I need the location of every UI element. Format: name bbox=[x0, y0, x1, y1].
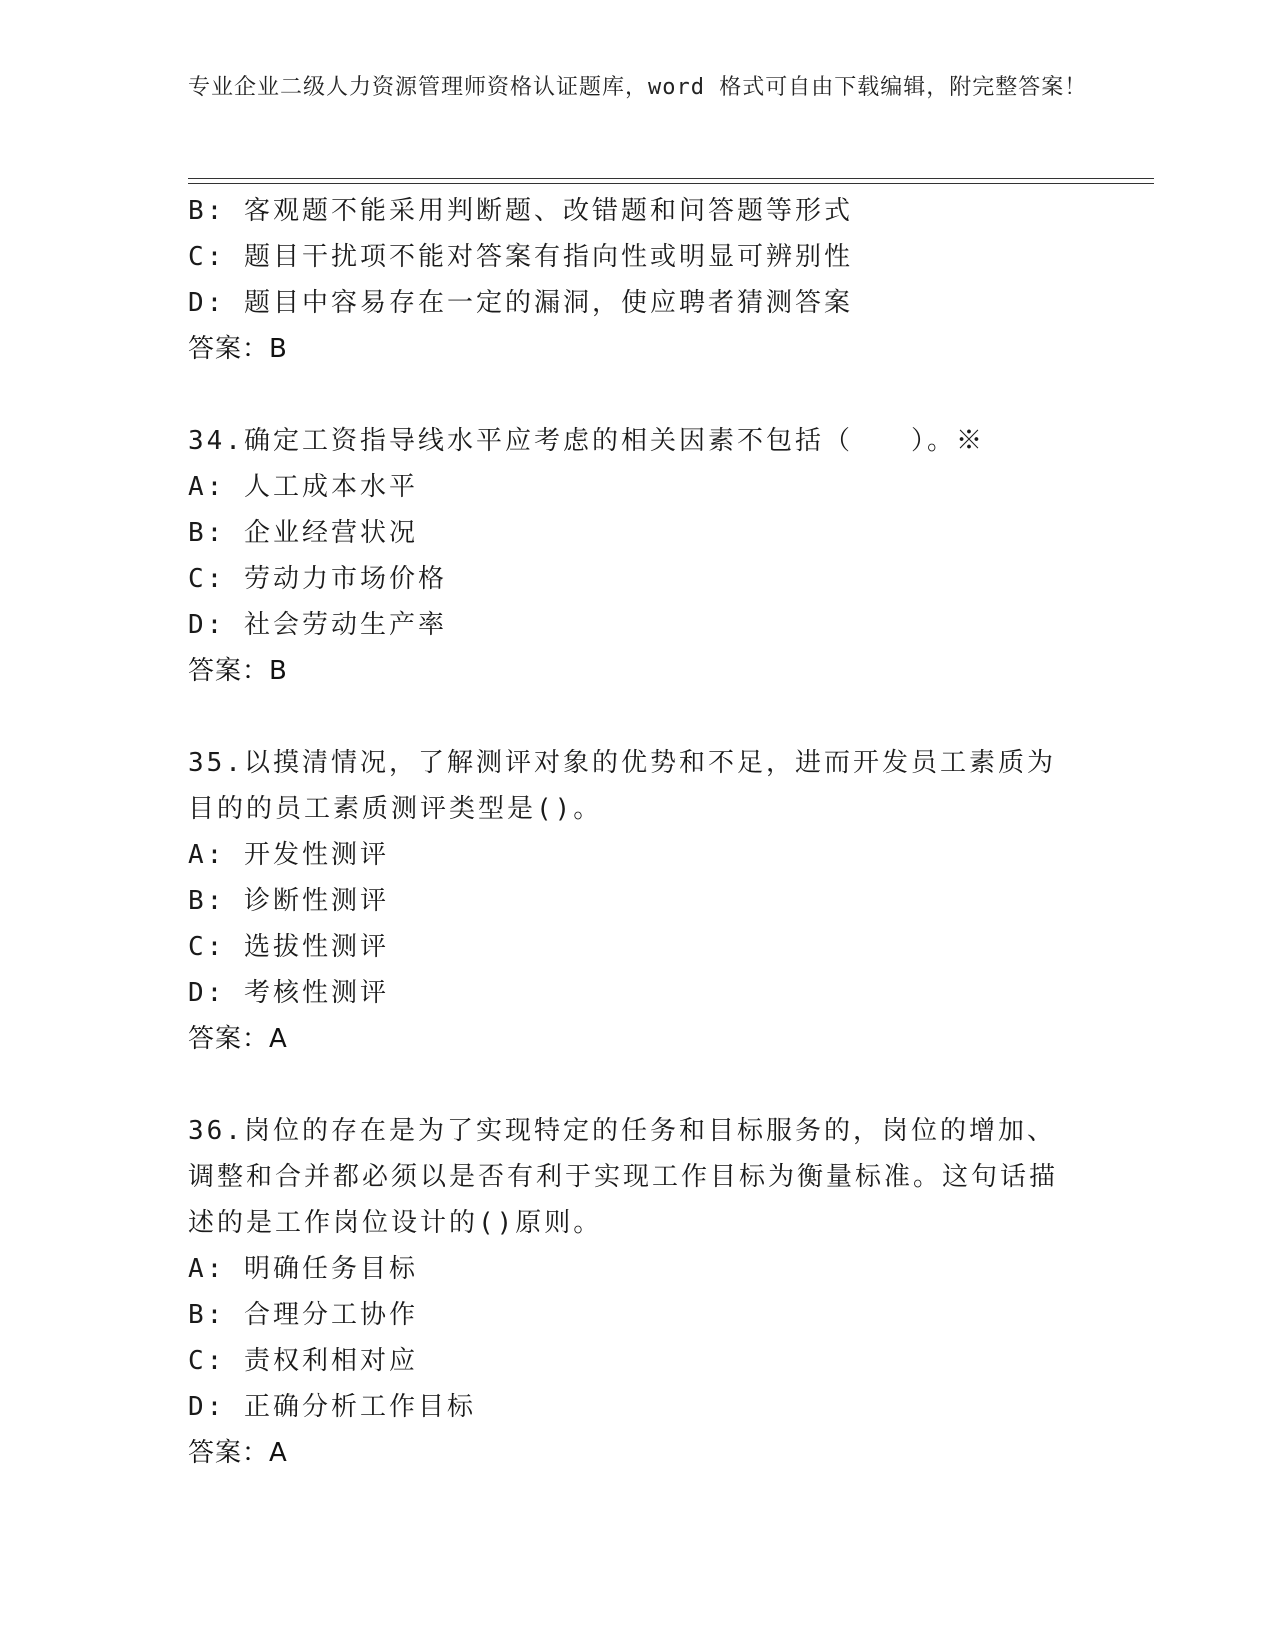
answer-line: 答案：B bbox=[188, 656, 288, 686]
spacer bbox=[188, 372, 1088, 418]
question-34 bbox=[188, 418, 1088, 694]
page-header: 专业企业二级人力资源管理师资格认证题库，word 格式可自由下载编辑，附完整答案！ bbox=[188, 75, 1088, 100]
question-stem: 34.确定工资指导线水平应考虑的相关因素不包括（ ）。※ bbox=[188, 426, 985, 456]
option-d: D: 考核性测评 bbox=[188, 978, 389, 1008]
header-rule-bottom bbox=[188, 183, 1154, 184]
question-35 bbox=[188, 740, 1088, 1062]
option-c: C: 责权利相对应 bbox=[188, 1346, 418, 1376]
option-a: A: 开发性测评 bbox=[188, 840, 389, 870]
question-list bbox=[188, 188, 1088, 1476]
option-a: A: 人工成本水平 bbox=[188, 472, 418, 502]
question-36 bbox=[188, 1108, 1088, 1476]
answer-line: 答案：A bbox=[188, 1024, 288, 1054]
option-b: B: 合理分工协作 bbox=[188, 1300, 418, 1330]
option-c: C: 题目干扰项不能对答案有指向性或明显可辨别性 bbox=[188, 242, 853, 272]
option-d: D: 社会劳动生产率 bbox=[188, 610, 447, 640]
option-c: C: 选拔性测评 bbox=[188, 932, 389, 962]
spacer bbox=[188, 694, 1088, 740]
answer-line: 答案：B bbox=[188, 334, 288, 364]
option-d: D: 题目中容易存在一定的漏洞，使应聘者猜测答案 bbox=[188, 288, 853, 318]
option-d: D: 正确分析工作目标 bbox=[188, 1392, 476, 1422]
question-fragment bbox=[188, 188, 1088, 372]
question-stem: 36.岗位的存在是为了实现特定的任务和目标服务的，岗位的增加、调整和合并都必须以是否有利于实现工作目标为衡量标准。这句话描述的是工作岗位设计的()原则。 bbox=[188, 1116, 1059, 1238]
option-b: B: 客观题不能采用判断题、改错题和问答题等形式 bbox=[188, 196, 853, 226]
option-b: B: 诊断性测评 bbox=[188, 886, 389, 916]
option-a: A: 明确任务目标 bbox=[188, 1254, 418, 1284]
option-b: B: 企业经营状况 bbox=[188, 518, 418, 548]
option-c: C: 劳动力市场价格 bbox=[188, 564, 447, 594]
answer-line: 答案：A bbox=[188, 1438, 288, 1468]
header-rule-top bbox=[188, 178, 1154, 179]
spacer bbox=[188, 1062, 1088, 1108]
question-stem: 35.以摸清情况，了解测评对象的优势和不足，进而开发员工素质为目的的员工素质测评类型是()。 bbox=[188, 748, 1056, 824]
